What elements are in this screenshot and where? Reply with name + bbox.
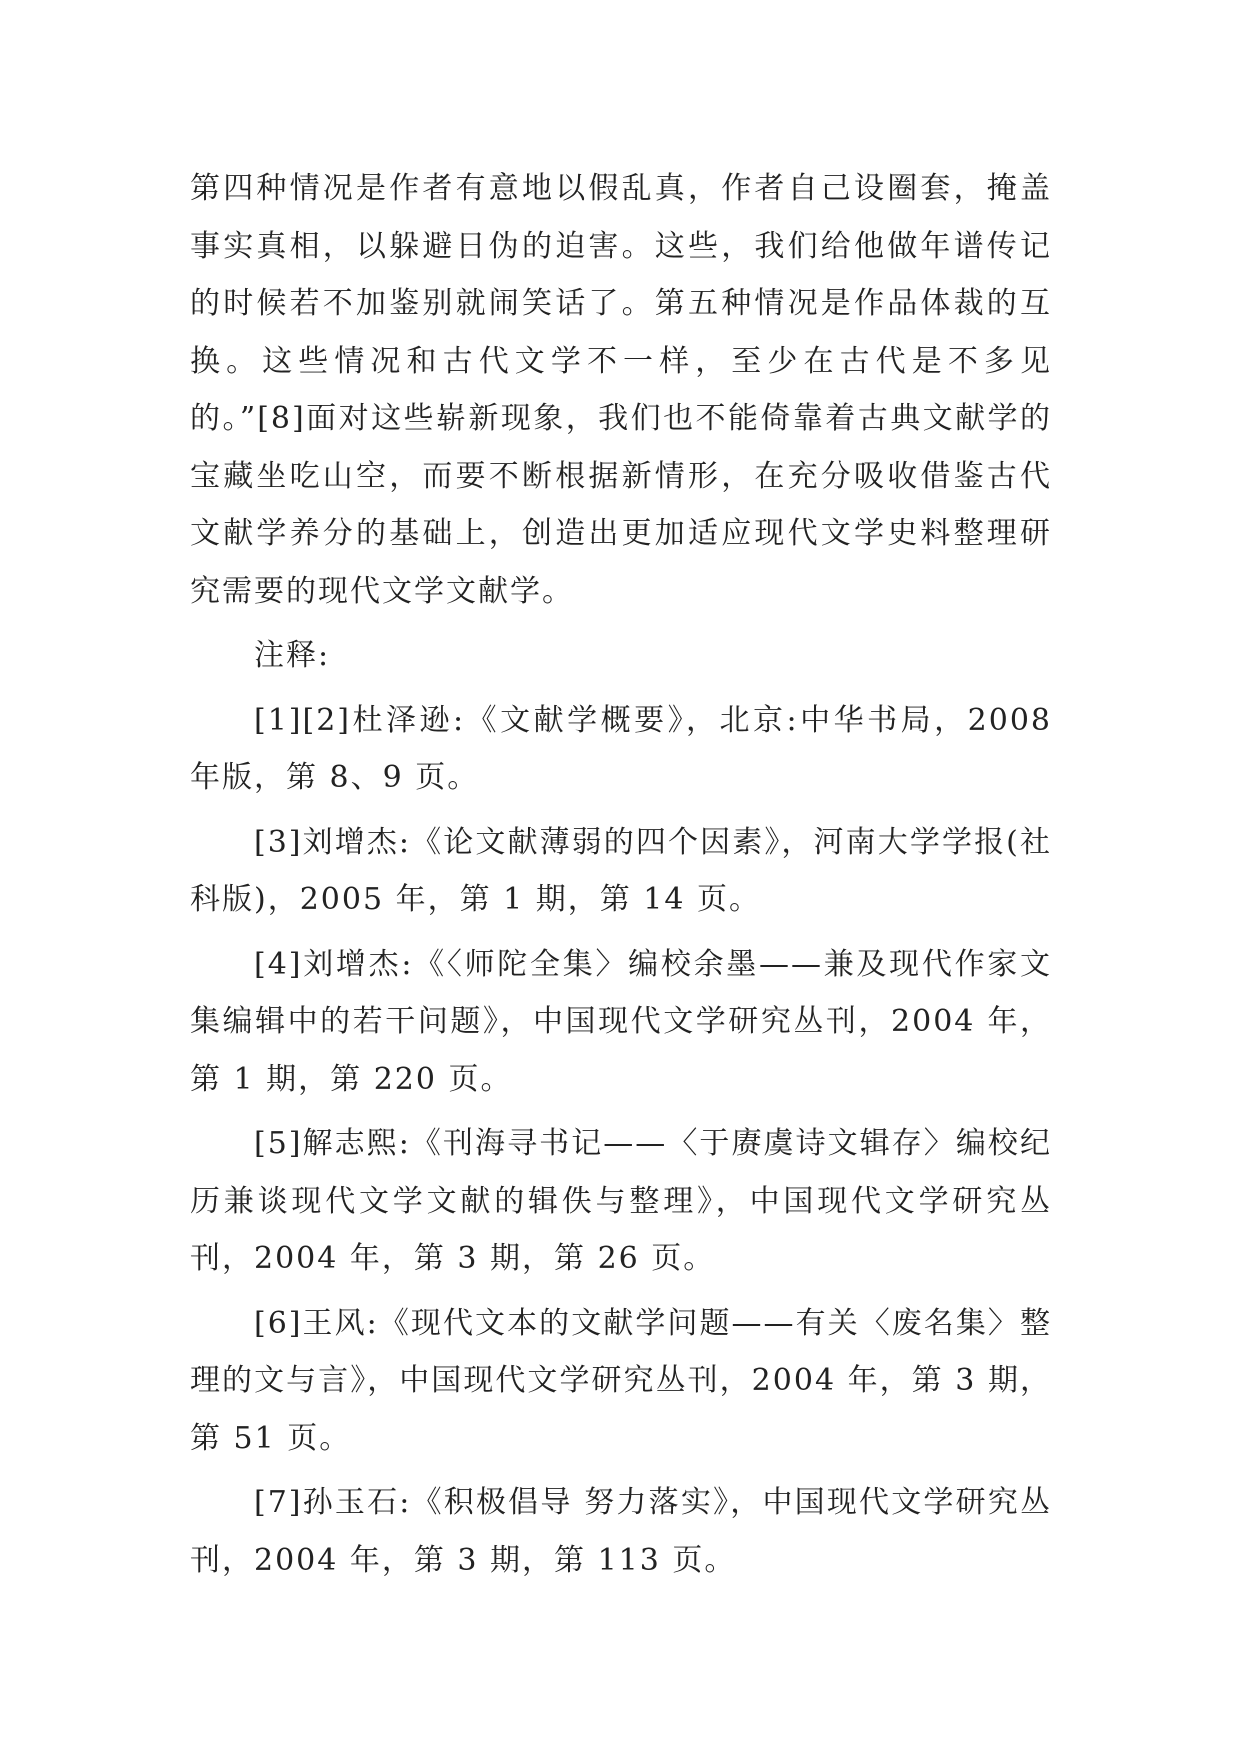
note-4: [4]刘增杰:《〈师陀全集〉编校余墨——兼及现代作家文集编辑中的若干问题》，中国现代文学研究丛刊，2004 年，第 1 期，第 220 页。 [190,946,1052,1097]
note-1-2: [1][2]杜泽逊:《文献学概要》，北京:中华书局，2008年版，第 8、9 页。 [190,702,1052,795]
document-body [190,160,1052,1589]
notes-heading: 注释: [254,638,331,673]
note-6: [6]王风:《现代文本的文献学问题——有关〈废名集〉整理的文与言》，中国现代文学研究丛刊，2004 年，第 3 期，第 51 页。 [190,1305,1052,1456]
note-5: [5]解志熙:《刊海寻书记——〈于赓虞诗文辑存〉编校纪历兼谈现代文学文献的辑佚与整理》，中国现代文学研究丛刊，2004 年，第 3 期，第 26 页。 [190,1126,1052,1276]
note-3: [3]刘增杰:《论文献薄弱的四个因素》，河南大学学报(社科版)，2005 年，第 1 期，第 14 页。 [190,824,1052,917]
note-7: [7]孙玉石:《积极倡导 努力落实》，中国现代文学研究丛刊，2004 年，第 3 期，第 113 页。 [190,1485,1052,1578]
body-paragraph: 第四种情况是作者有意地以假乱真，作者自己设圈套，掩盖事实真相，以躲避日伪的迫害。这些，我们给他做年谱传记的时候若不加鉴别就闹笑话了。第五种情况是作品体裁的互换。这些情况和古代文学不一样，至少在古代是不多见的。”[8]面对这些崭新现象，我们也不能倚靠着古典文献学的宝藏坐吃山空，而要不断根据新情形，在充分吸收借鉴古代文献学养分的基础上，创造出更加适应现代文学史料整理研究需要的现代文学文献学。 [190,171,1052,609]
